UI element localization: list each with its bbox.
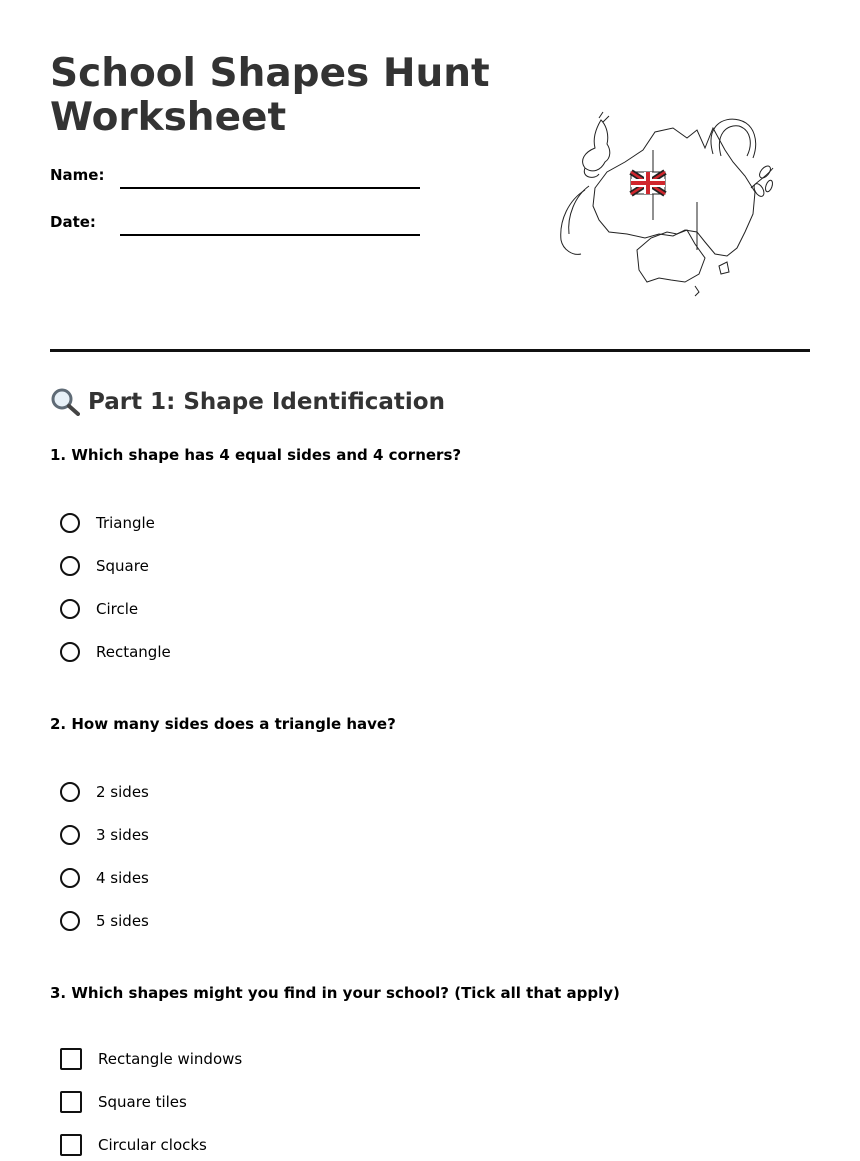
q1-option-triangle[interactable] (60, 510, 155, 536)
radio-button[interactable] (60, 599, 80, 619)
q1-option-square[interactable] (60, 553, 149, 579)
radio-button[interactable] (60, 642, 80, 662)
name-label: Name: (50, 166, 105, 184)
date-label: Date: (50, 213, 96, 231)
q3-option-rectangle-windows[interactable] (60, 1046, 242, 1072)
radio-button[interactable] (60, 868, 80, 888)
option-label: 4 sides (96, 869, 149, 887)
option-label: Square (96, 557, 149, 575)
option-label: Rectangle (96, 643, 171, 661)
option-label: 5 sides (96, 912, 149, 930)
magnifying-glass-icon (50, 388, 80, 416)
name-field[interactable] (120, 187, 420, 189)
option-label: 3 sides (96, 826, 149, 844)
q1-option-circle[interactable] (60, 596, 138, 622)
title-line-1: School Shapes Hunt (50, 51, 490, 96)
section-heading-text: Part 1: Shape Identification (88, 389, 445, 415)
radio-button[interactable] (60, 825, 80, 845)
question-1: 1. Which shape has 4 equal sides and 4 corners? (50, 446, 462, 464)
union-jack-flag-icon (631, 172, 665, 194)
question-3: 3. Which shapes might you find in your school? (Tick all that apply) (50, 984, 620, 1002)
section-divider (50, 349, 810, 352)
q3-option-circular-clocks[interactable] (60, 1132, 207, 1158)
checkbox[interactable] (60, 1091, 82, 1113)
option-label: Triangle (96, 514, 155, 532)
option-label: 2 sides (96, 783, 149, 801)
q2-option-5-sides[interactable] (60, 908, 149, 934)
date-field[interactable] (120, 234, 420, 236)
q2-option-2-sides[interactable] (60, 779, 149, 805)
radio-button[interactable] (60, 556, 80, 576)
title-line-2: Worksheet (50, 95, 287, 140)
checkbox[interactable] (60, 1048, 82, 1070)
option-label: Rectangle windows (98, 1050, 243, 1068)
page-title (50, 52, 490, 140)
section-heading (50, 388, 445, 416)
q1-option-rectangle[interactable] (60, 639, 171, 665)
q2-option-3-sides[interactable] (60, 822, 149, 848)
option-label: Square tiles (98, 1093, 187, 1111)
radio-button[interactable] (60, 911, 80, 931)
option-label: Circular clocks (98, 1136, 207, 1154)
checkbox[interactable] (60, 1134, 82, 1156)
q2-option-4-sides[interactable] (60, 865, 149, 891)
radio-button[interactable] (60, 782, 80, 802)
radio-button[interactable] (60, 513, 80, 533)
q3-option-square-tiles[interactable] (60, 1089, 187, 1115)
option-label: Circle (96, 600, 139, 618)
question-2: 2. How many sides does a triangle have? (50, 715, 396, 733)
australia-map-icon (555, 110, 780, 300)
